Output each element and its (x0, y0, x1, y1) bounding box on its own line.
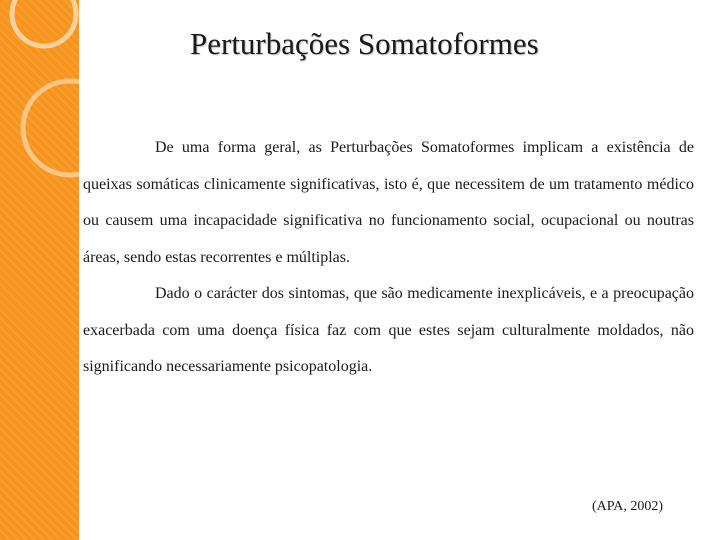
paragraph-1-text: De uma forma geral, as Perturbações Somatoformes implicam a existência de queixas somáticas clinicamente significativas, isto é, que necessitem de um tratamento médico ou causem uma incapacidade significativa no funcionamento social, ocupacional ou noutras áreas, sendo estas recorrentes e múltiplas. (83, 139, 694, 266)
citation: (APA, 2002) (592, 499, 664, 514)
paragraph-1 (83, 130, 694, 276)
slide-title: Perturbações Somatoformes (190, 26, 539, 61)
slide-body (83, 130, 694, 386)
paragraph-2-text: Dado o carácter dos sintomas, que são medicamente inexplicáveis, e a preocupação exacerbada com uma doença física faz com que estes sejam culturalmente moldados, não significando necessariamente psicopatologia. (83, 285, 694, 375)
paragraph-2 (83, 276, 694, 386)
circle-rings-icon (0, 0, 79, 540)
decorative-sidebar (0, 0, 79, 540)
